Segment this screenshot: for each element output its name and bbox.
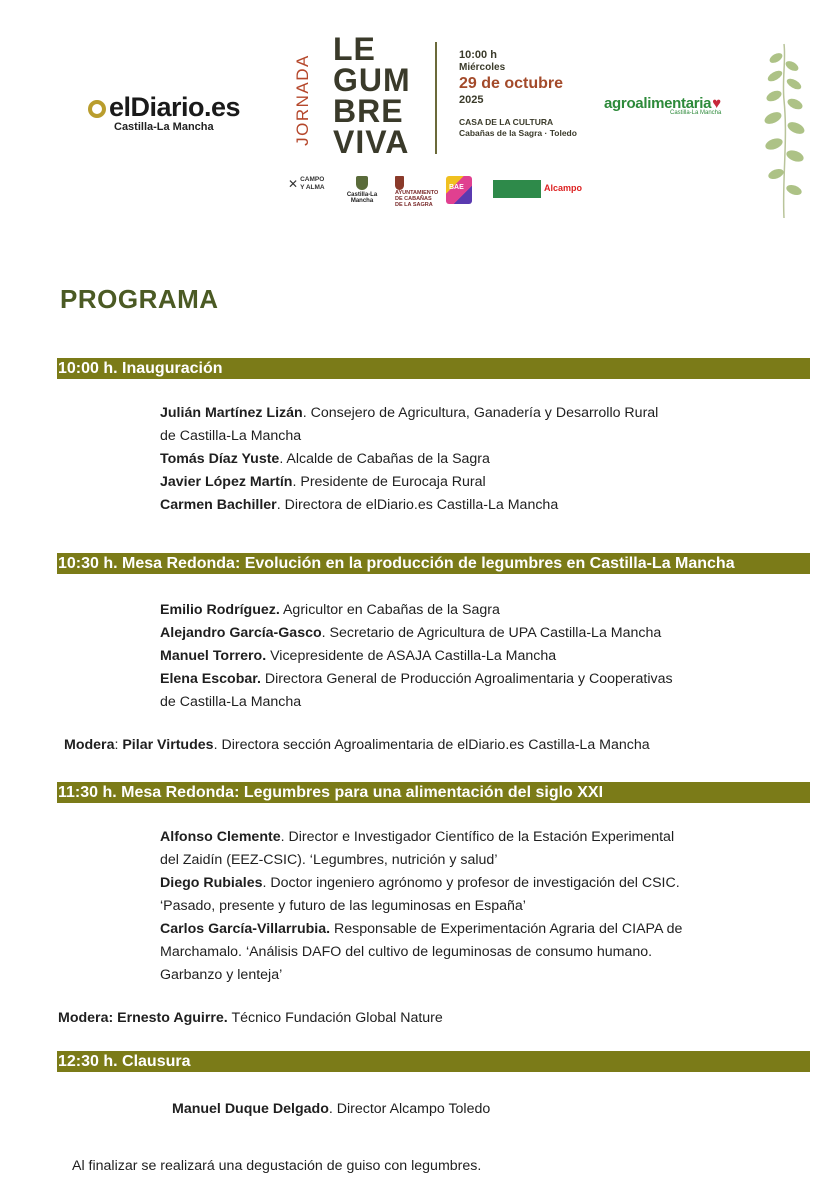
- crest-icon: [356, 176, 368, 190]
- bae-logo: BAE: [446, 176, 472, 204]
- speaker-role-cont: ‘Pasado, presente y futuro de las leguminosas en España’: [160, 898, 526, 914]
- speaker-role: . Presidente de Eurocaja Rural: [292, 474, 486, 490]
- speaker-line: [160, 622, 661, 645]
- moderator-line: Modera: Pilar Virtudes. Directora sección Agroalimentaria de elDiario.es Castilla-La Mancha: [64, 737, 650, 753]
- legumbre-line: LE: [333, 31, 376, 67]
- speaker-name: Manuel Duque Delgado: [172, 1101, 329, 1117]
- speaker-name: Diego Rubiales: [160, 875, 263, 891]
- green-sponsor-logo: [493, 180, 541, 198]
- speaker-line: [172, 1098, 490, 1121]
- speaker-role: Directora General de Producción Agroalimentaria y Cooperativas: [260, 671, 673, 687]
- legumbre-line: GUM: [333, 62, 411, 98]
- section-heading-inauguracion: 10:00 h. Inauguración: [57, 358, 810, 379]
- speaker-role: . Consejero de Agricultura, Ganadería y Desarrollo Rural: [302, 405, 659, 421]
- speaker-role-cont: Garbanzo y lenteja’: [160, 967, 283, 983]
- speaker-name: Elena Escobar.: [160, 671, 261, 687]
- speaker-name: Julián Martínez Lizán: [160, 405, 303, 421]
- footer-note: Al finalizar se realizará una degustación de guiso con legumbres.: [72, 1158, 482, 1174]
- sponsor-logos: [288, 176, 588, 208]
- speaker-role: . Director Alcampo Toledo: [328, 1101, 491, 1117]
- castilla-la-mancha-logo: Castilla-La Mancha: [342, 176, 382, 202]
- moderator-role: . Directora sección Agroalimentaria de elDiario.es Castilla-La Mancha: [213, 737, 650, 753]
- speaker-role: Agricultor en Cabañas de la Sagra: [279, 602, 500, 618]
- section-heading-mesa-redonda-1: 10:30 h. Mesa Redonda: Evolución en la producción de legumbres en Castilla-La Mancha: [57, 553, 810, 574]
- speaker-role: . Doctor ingeniero agrónomo y profesor de investigación del CSIC.: [262, 875, 680, 891]
- speaker-role-cont: de Castilla-La Mancha: [160, 428, 302, 444]
- speaker-line: [160, 826, 674, 849]
- speaker-line: [160, 599, 500, 622]
- legumbre-line: VIVA: [333, 124, 410, 160]
- moderator-name: Pilar Virtudes: [122, 737, 214, 753]
- event-info: [459, 48, 577, 139]
- agroalimentaria-logo: agroalimentaria♥ Castilla-La Mancha: [604, 95, 722, 116]
- event-time: 10:00 h: [459, 49, 497, 61]
- speaker-line: [160, 402, 658, 425]
- speaker-role: Vicepresidente de ASAJA Castilla-La Mancha: [266, 648, 557, 664]
- jornada-label: JORNADA: [293, 54, 312, 146]
- eldiario-logo: [88, 93, 240, 133]
- speaker-role: . Director e Investigador Científico de la Estación Experimental: [280, 829, 675, 845]
- moderator-label: Modera: [64, 737, 115, 753]
- speaker-line: [160, 668, 673, 691]
- speaker-name: Carmen Bachiller: [160, 497, 277, 513]
- speaker-role: . Alcalde de Cabañas de la Sagra: [279, 451, 490, 467]
- section-heading-clausura: 12:30 h. Clausura: [57, 1051, 810, 1072]
- speaker-role-cont: del Zaidín (EEZ-CSIC). ‘Legumbres, nutrición y salud’: [160, 852, 498, 868]
- speaker-role: . Secretario de Agricultura de UPA Castilla-La Mancha: [321, 625, 662, 641]
- speaker-line: [160, 471, 486, 494]
- speaker-line: [160, 918, 810, 941]
- speaker-role: . Directora de elDiario.es Castilla-La Mancha: [276, 497, 559, 513]
- moderator-line: [58, 1007, 443, 1030]
- header-divider: [435, 42, 437, 154]
- eldiario-o-icon: [88, 100, 106, 118]
- speaker-name: Alejandro García-Gasco: [160, 625, 322, 641]
- speaker-name: Javier López Martín: [160, 474, 293, 490]
- program-title: PROGRAMA: [60, 284, 219, 314]
- event-date: 29 de octubre: [459, 75, 564, 92]
- plant-decoration-icon: [754, 40, 814, 220]
- speaker-role-cont: de Castilla-La Mancha: [160, 694, 302, 710]
- crest-icon: [395, 176, 404, 190]
- section-heading-mesa-redonda-2: 11:30 h. Mesa Redonda: Legumbres para una alimentación del siglo XXI: [57, 782, 810, 803]
- cabanas-de-la-sagra-logo: AYUNTAMIENTO DE CABAÑAS DE LA SAGRA: [395, 176, 439, 202]
- speaker-name: Tomás Díaz Yuste: [160, 451, 280, 467]
- event-weekday: Miércoles: [459, 62, 506, 73]
- speaker-line: [160, 645, 556, 668]
- event-venue: CASA DE LA CULTURA Cabañas de la Sagra · Toledo: [459, 117, 577, 138]
- speaker-name: Manuel Torrero.: [160, 648, 267, 664]
- speaker-name: Alfonso Clemente: [160, 829, 281, 845]
- speaker-line: [160, 448, 490, 471]
- speaker-name: Emilio Rodríguez.: [160, 602, 280, 618]
- legumbre-line: BRE: [333, 93, 404, 129]
- event-year: 2025: [459, 94, 484, 106]
- eldiario-sub: Castilla-La Mancha: [114, 121, 214, 133]
- campo-y-alma-logo: ✕ CAMPO Y ALMA: [288, 176, 325, 191]
- speaker-role: Responsable de Experimentación Agraria del CIAPA de: [330, 921, 683, 937]
- moderator-name: Modera: Ernesto Aguirre.: [58, 1010, 228, 1026]
- eldiario-brand: elDiario.es: [109, 92, 241, 122]
- speaker-role-cont: Marchamalo. ‘Análisis DAFO del cultivo de leguminosas de consumo humano.: [160, 944, 653, 960]
- legumbre-viva-title: [333, 31, 411, 160]
- heart-icon: ♥: [712, 95, 721, 112]
- speaker-line: [160, 872, 680, 895]
- speaker-line: [160, 494, 558, 517]
- moderator-role: Técnico Fundación Global Nature: [227, 1010, 443, 1026]
- speaker-name: Carlos García-Villarrubia.: [160, 921, 331, 937]
- alcampo-logo: Alcampo: [544, 183, 583, 193]
